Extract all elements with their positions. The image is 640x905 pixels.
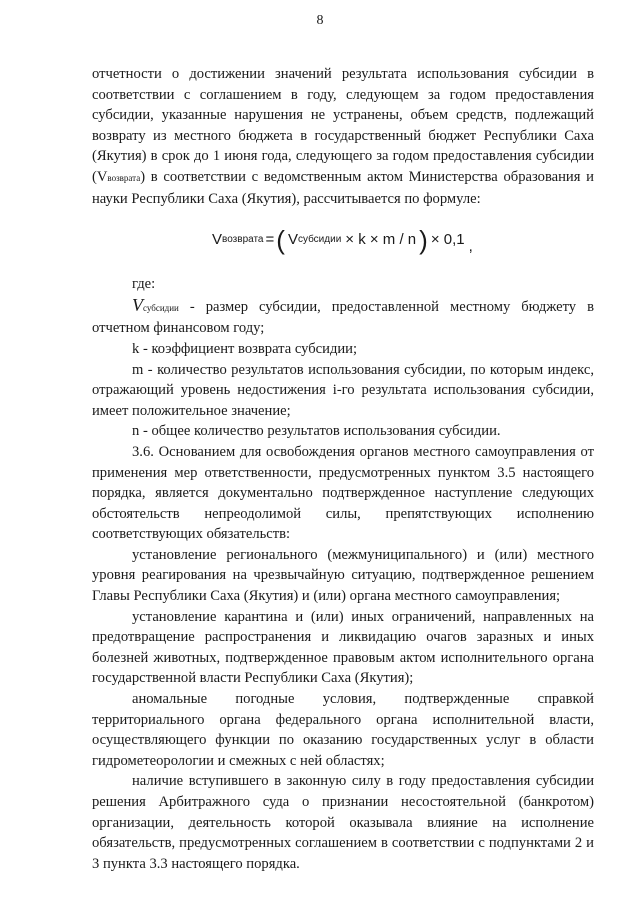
definition-v-sub: субсидии [143,302,179,313]
where-label: где: [132,276,156,293]
definition-v-text: - размер субсидии, предоставленной местному бюджету в отчетном финансовом году; [92,298,594,337]
formula-comma: , [468,238,473,256]
section-3-6-item: аномальные погодные условия, подтвержденные справкой территориального органа федерального органа исполнительной власти, осуществляющего функции по оказанию государственных услуг в области гидрометеорологии и смежных с ней областях; [92,691,594,769]
formula-close-paren: ) [419,225,428,256]
definition-v [92,295,594,339]
formula-lhs-sub: возврата [222,234,264,246]
intro-text-before: отчетности о достижении значений результата использования субсидии в соответствии с соглашением в году, следующем за годом предоставления субсидии, указанные нарушения не устранены, объем средств, подлежащий возврату из местного бюджета в государственный бюджет Республики Саха (Якутия) в срок до 1 июня года, следующего за годом предоставления субсидии ( [92,66,594,185]
definition-v-symbol: V [132,294,143,315]
intro-paragraph [92,64,594,209]
document-body [92,64,594,874]
inline-symbol: Vвозврата [96,168,141,185]
formula-open-paren: ( [276,225,285,256]
formula-tail: × 0,1 [430,231,465,249]
definition-m: m - количество результатов использования субсидии, по которым индекс, отражающий уровень недостижения i-го результата использования субсидии, имеет положительное значение; [92,361,594,419]
definition-n: n - общее количество результатов использования субсидии. [132,423,501,440]
section-3-6-item: установление карантина и (или) иных ограничений, направленных на предотвращение распространения и ликвидацию очагов заразных и иных болезней животных, подтвержденное правовым актом исполнительного органа государственной власти Республики Саха (Якутия); [92,608,594,687]
formula-v: V [287,231,298,249]
section-3-6-item: наличие вступившего в законную силу в году предоставления субсидии решения Арбитражного суда о признании несостоятельной (банкротом) организации, деятельность которой оказывала влияние на исполнение обязательств, предусмотренных соглашением в соответствии с подпунктами 2 и 3 пункта 3.3 настоящего порядка. [92,773,594,872]
formula-v-sub: субсидии [297,234,342,246]
section-3-6-item: установление регионального (межмуниципального) и (или) местного уровня реагирования на чрезвычайную ситуацию, подтвержденное решением Главы Республики Саха (Якутия) и (или) органа местного самоуправления; [92,546,594,605]
intro-text-after: ) в соответствии с ведомственным актом Министерства образования и науки Республики Саха (Якутия), рассчитывается по формуле: [92,168,594,207]
refund-formula [92,224,594,256]
section-3-6-lead: 3.6. Основанием для освобождения органов местного самоуправления от применения мер ответственности, предусмотренных пунктом 3.5 настоящего порядка, является документально подтвержденное наступление следующих обстоятельств непреодолимой силы, препятствующих исполнению соответствующих обязательств: [92,443,594,543]
formula-rest: × k × m / n [345,231,417,249]
formula-lhs: V [212,231,223,249]
definition-k: k - коэффициент возврата субсидии; [132,340,358,357]
page-number: 8 [316,13,324,28]
formula-equals: = [265,231,275,249]
